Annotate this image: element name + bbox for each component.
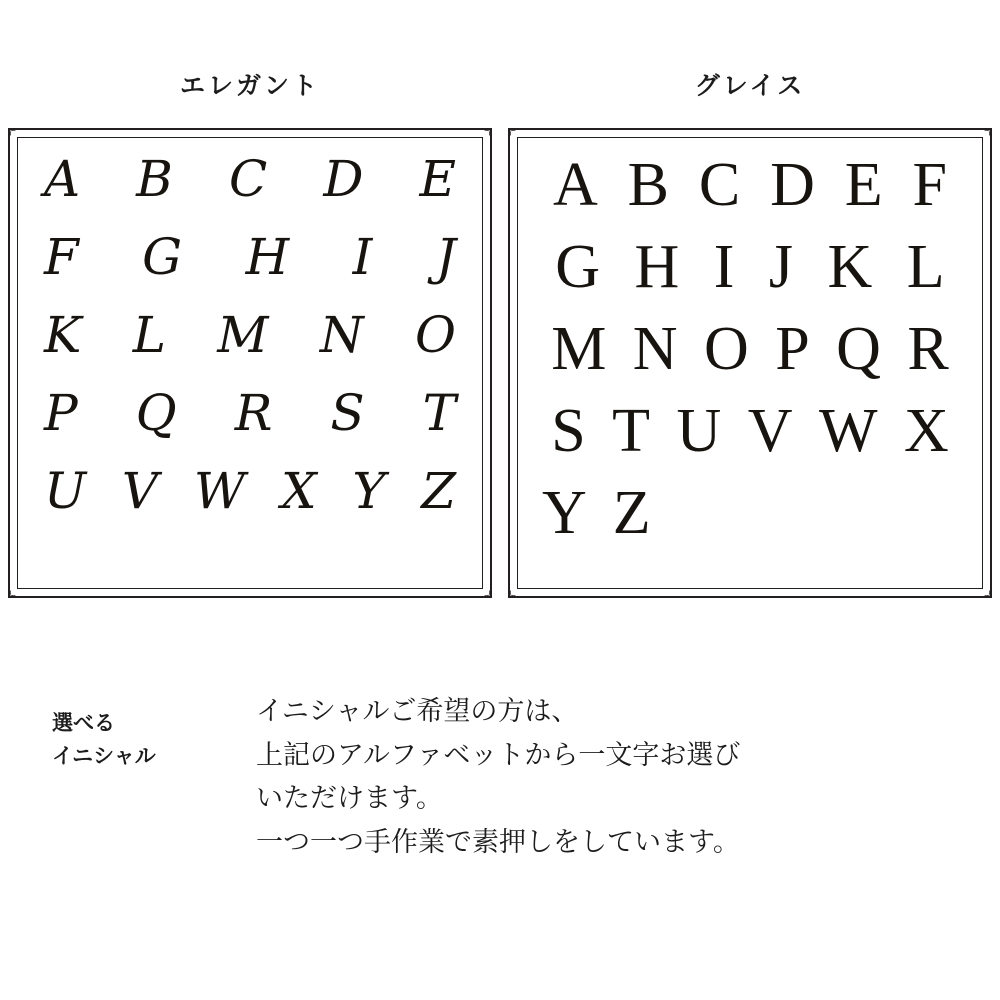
alphabet-row <box>532 479 968 564</box>
letter-glyph[interactable]: H <box>634 233 680 301</box>
letter-glyph[interactable]: V <box>747 397 793 465</box>
letter-glyph[interactable]: G <box>555 233 601 301</box>
letter-glyph[interactable]: D <box>323 150 364 208</box>
letter-glyph[interactable]: L <box>132 306 166 364</box>
letter-glyph[interactable]: O <box>704 315 749 383</box>
alphabet-row <box>532 397 968 482</box>
caption-line: 上記のアルファベットから一文字お選び <box>256 739 741 770</box>
letter-glyph[interactable]: C <box>228 150 268 208</box>
letter-glyph[interactable]: W <box>193 462 246 520</box>
letter-glyph[interactable]: D <box>770 151 815 219</box>
letter-glyph[interactable]: K <box>827 233 873 301</box>
letter-glyph[interactable]: E <box>419 150 456 208</box>
letter-glyph[interactable]: H <box>245 228 290 286</box>
alphabet-row <box>32 384 468 466</box>
letter-glyph[interactable]: P <box>44 384 78 442</box>
letter-glyph[interactable]: G <box>142 228 183 286</box>
panel-title-grace: グレイス <box>694 72 806 100</box>
letter-glyph[interactable]: N <box>632 315 678 383</box>
letter-glyph[interactable]: E <box>844 151 883 219</box>
letter-glyph[interactable]: N <box>319 306 364 364</box>
letter-glyph[interactable]: K <box>44 306 82 364</box>
letter-glyph[interactable]: T <box>422 384 456 442</box>
alphabet-grid-elegant <box>32 150 468 574</box>
caption-line: イニシャルご希望の方は、 <box>256 696 579 726</box>
letter-glyph[interactable]: B <box>136 150 173 208</box>
letter-glyph[interactable]: Y <box>352 462 386 520</box>
caption-line: いただけます。 <box>256 783 443 814</box>
alphabet-row <box>532 315 968 400</box>
letter-glyph[interactable]: X <box>281 462 317 520</box>
caption-block <box>0 690 1000 865</box>
alphabet-panels <box>8 128 992 598</box>
letter-glyph[interactable]: T <box>612 397 651 465</box>
letter-glyph[interactable]: F <box>912 151 948 219</box>
alphabet-panel-grace <box>508 128 992 598</box>
letter-glyph[interactable]: C <box>698 151 741 219</box>
caption-text <box>200 690 1000 865</box>
letter-glyph[interactable]: M <box>217 306 269 364</box>
letter-glyph[interactable]: W <box>818 397 878 465</box>
letter-glyph[interactable]: Y <box>542 479 587 547</box>
letter-glyph[interactable]: A <box>44 150 81 208</box>
alphabet-row <box>32 462 468 544</box>
alphabet-panel-elegant <box>8 128 492 598</box>
letter-glyph[interactable]: R <box>907 315 949 383</box>
caption-label-line1: 選べる <box>52 712 115 735</box>
letter-glyph[interactable]: O <box>414 306 456 364</box>
caption-line: 一つ一つ手作業で素押しをしています。 <box>256 827 740 858</box>
letter-glyph[interactable]: F <box>44 228 79 286</box>
letter-glyph[interactable]: L <box>906 233 945 301</box>
letter-glyph[interactable]: U <box>676 397 722 465</box>
letter-glyph[interactable]: B <box>627 151 669 219</box>
alphabet-row <box>532 233 968 318</box>
letter-glyph[interactable]: R <box>234 384 273 442</box>
letter-glyph[interactable]: U <box>44 462 87 520</box>
caption-label <box>0 690 200 865</box>
alphabet-row <box>32 306 468 388</box>
alphabet-row <box>32 228 468 310</box>
alphabet-row <box>32 150 468 232</box>
letter-glyph[interactable]: A <box>552 151 598 219</box>
alphabet-grid-grace <box>532 151 968 574</box>
caption-label-line2: イニシャル <box>52 744 156 768</box>
letter-glyph[interactable]: V <box>121 462 159 520</box>
letter-glyph[interactable]: S <box>551 397 586 465</box>
panel-title-elegant: エレガント <box>179 72 320 100</box>
letter-glyph[interactable]: M <box>551 315 607 383</box>
letter-glyph[interactable]: Q <box>836 315 881 383</box>
letter-glyph[interactable]: X <box>903 397 949 465</box>
letter-glyph[interactable]: J <box>768 233 794 301</box>
panel-title-row <box>0 66 1000 102</box>
letter-glyph[interactable]: S <box>330 384 365 442</box>
letter-glyph[interactable]: P <box>775 315 810 383</box>
letter-glyph[interactable]: I <box>713 233 735 301</box>
alphabet-row <box>532 151 968 236</box>
letter-glyph[interactable]: J <box>435 228 456 286</box>
letter-glyph[interactable]: I <box>352 228 373 286</box>
letter-glyph[interactable]: Z <box>421 462 456 520</box>
letter-glyph[interactable]: Q <box>135 384 177 442</box>
letter-glyph[interactable]: Z <box>612 479 651 547</box>
